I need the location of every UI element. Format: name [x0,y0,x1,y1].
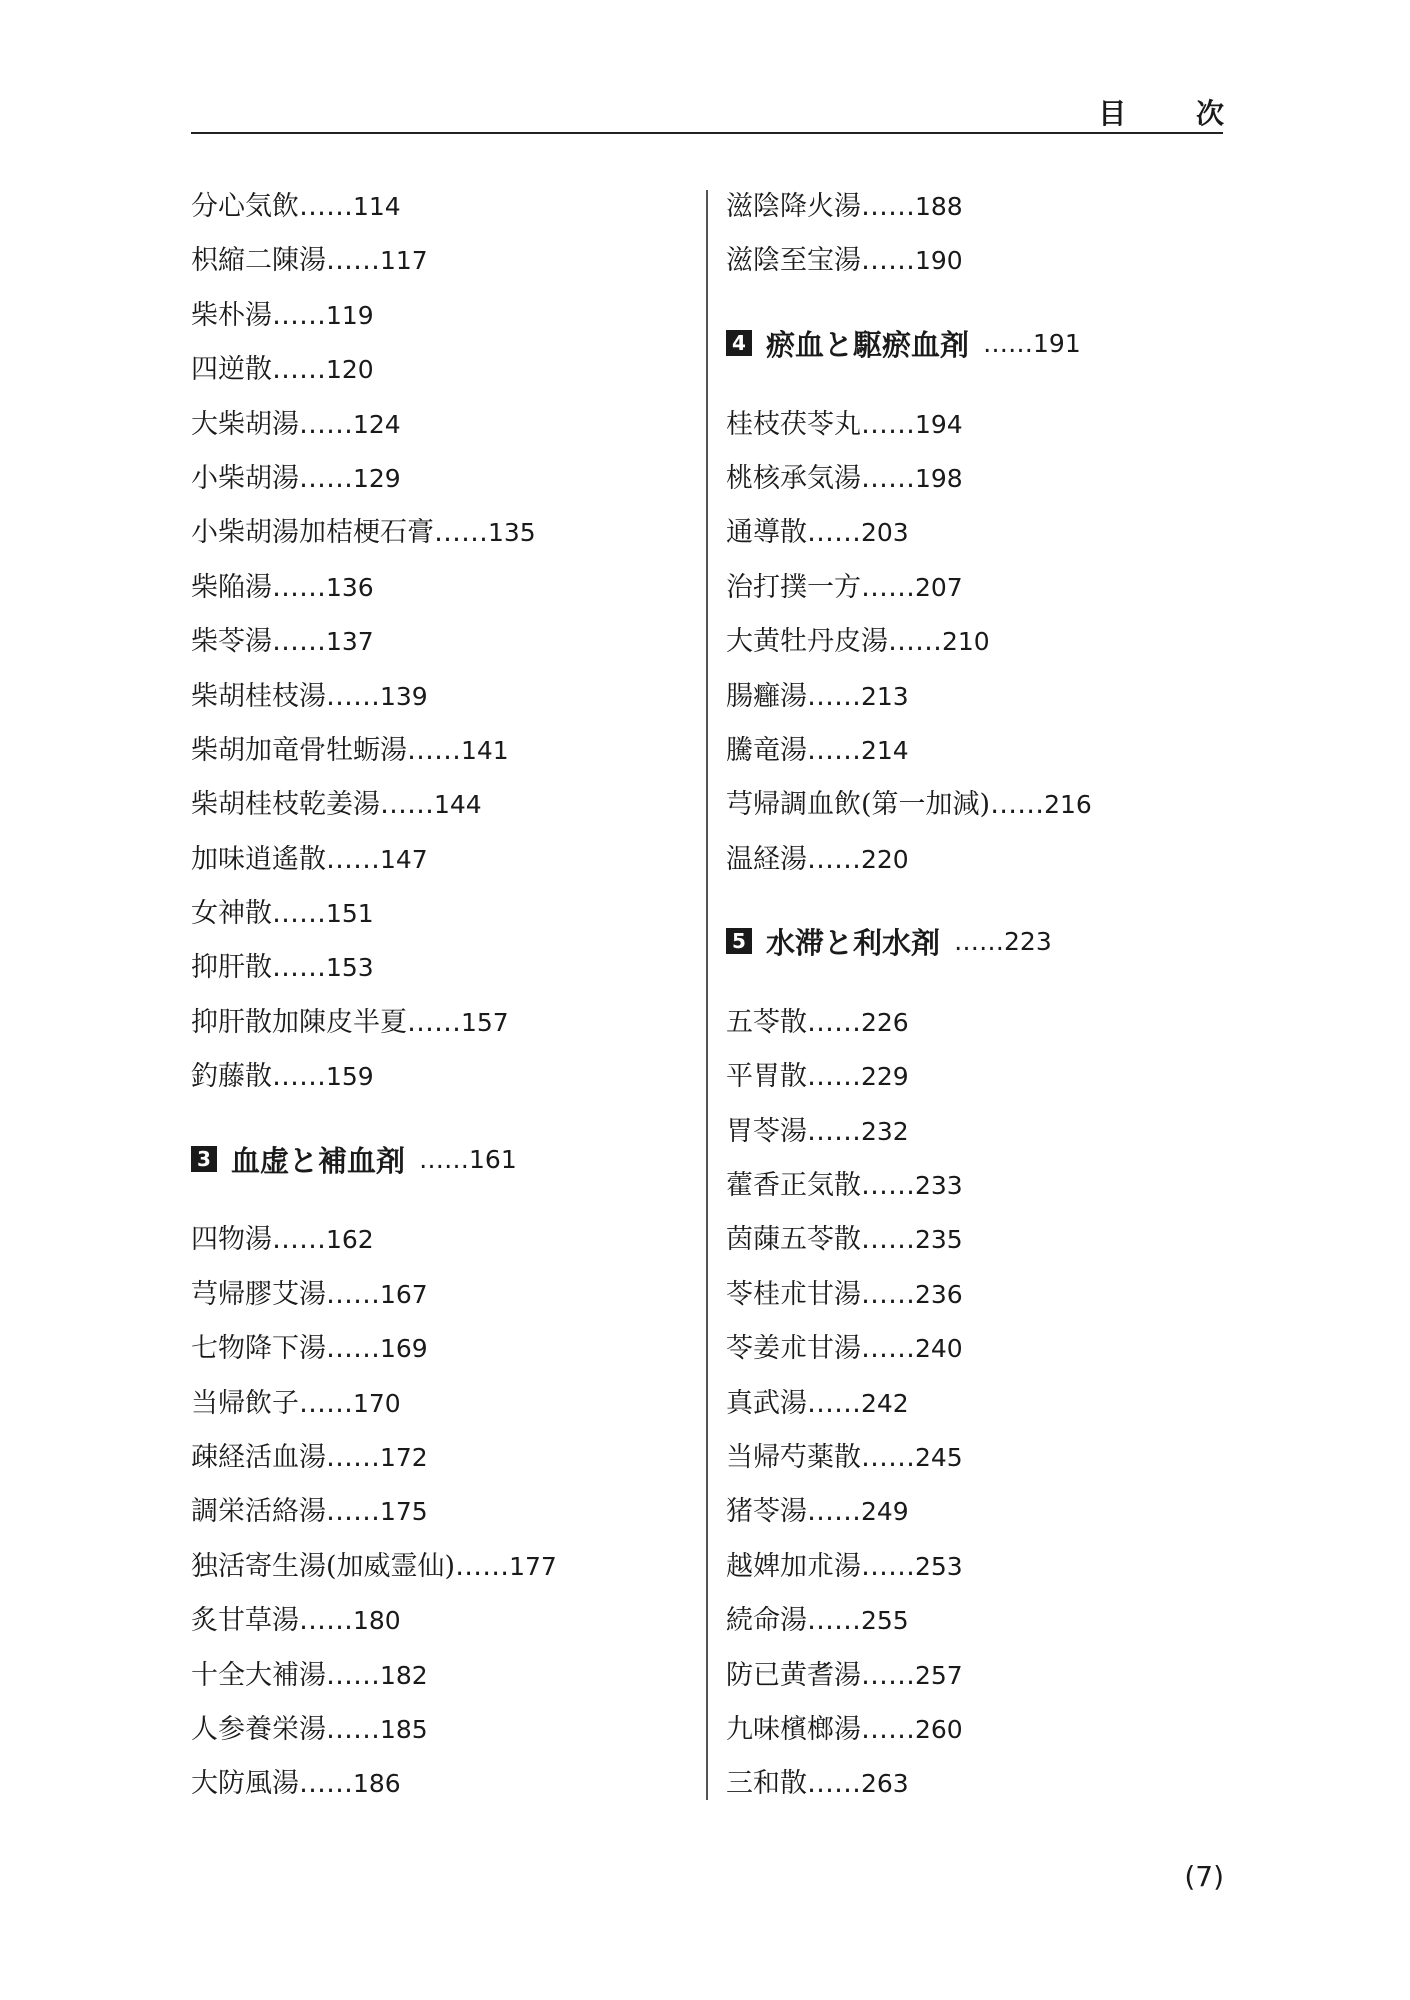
entry-title: 四物湯 [191,1224,272,1256]
section-page-number: 161 [469,1144,517,1174]
leader-dots: …… [807,734,861,766]
entry-title: 加味逍遙散 [191,843,326,875]
entry-page-number: 260 [915,1714,963,1744]
leader-dots: …… [299,1768,353,1800]
leader-dots: …… [272,1061,326,1093]
section-title: 血虚と補血剤 [231,1143,406,1178]
toc-entry [191,670,691,724]
entry-title: 七物降下湯 [191,1333,326,1365]
leader-dots: …… [861,1333,915,1365]
toc-entry [191,1594,691,1648]
toc-entry [726,1649,1226,1703]
entry-title: 独活寄生湯(加威霊仙) [191,1550,456,1582]
leader-dots: …… [861,245,915,277]
entry-title: 胃苓湯 [726,1115,807,1147]
entry-page-number: 226 [861,1007,909,1037]
toc-entry [191,996,691,1050]
toc-left-column [191,180,691,1812]
entry-page-number: 151 [326,899,374,929]
leader-dots: …… [272,354,326,386]
entry-page-number: 190 [915,246,963,276]
entry-page-number: 139 [380,681,428,711]
leader-dots: …… [807,1115,861,1147]
leader-dots: …… [326,1659,380,1691]
section-page-number: 223 [1004,926,1052,956]
entry-title: 十全大補湯 [191,1659,326,1691]
entry-title: 治打撲一方 [726,571,861,603]
toc-entry [191,887,691,941]
toc-section-heading [726,289,1226,398]
toc-entry [726,1757,1226,1811]
entry-title: 柴胡桂枝乾姜湯 [191,789,380,821]
toc-entry [191,778,691,832]
entry-page-number: 185 [380,1714,428,1744]
entry-title: 苓桂朮甘湯 [726,1278,861,1310]
entry-title: 桃核承気湯 [726,462,861,494]
entry-title: 九味檳榔湯 [726,1713,861,1745]
leader-dots: …… [326,680,380,712]
leader-dots: …… [326,1333,380,1365]
entry-title: 柴苓湯 [191,626,272,658]
entry-page-number: 124 [353,409,401,439]
toc-entry [726,1431,1226,1485]
leader-dots: …… [861,1442,915,1474]
section-title: 水滞と利水剤 [766,925,941,960]
leader-dots: …… [888,626,942,658]
toc-entry [191,941,691,995]
leader-dots: …… [807,843,861,875]
toc-entry [191,1649,691,1703]
entry-title: 当帰芍薬散 [726,1442,861,1474]
entry-title: 腸癰湯 [726,680,807,712]
entry-page-number: 210 [942,627,990,657]
entry-title: 四逆散 [191,354,272,386]
toc-entry [726,1322,1226,1376]
entry-page-number: 207 [915,572,963,602]
toc-entry [726,561,1226,615]
entry-title: 抑肝散 [191,952,272,984]
leader-dots: …… [861,1170,915,1202]
leader-dots: …… [861,1659,915,1691]
entry-title: 続命湯 [726,1605,807,1637]
leader-dots: …… [326,1713,380,1745]
entry-page-number: 153 [326,953,374,983]
leader-dots: …… [861,1224,915,1256]
entry-page-number: 120 [326,355,374,385]
entry-title: 女神散 [191,898,272,930]
entry-page-number: 135 [488,518,536,548]
toc-entry [726,234,1226,288]
leader-dots: …… [326,1278,380,1310]
entry-page-number: 232 [861,1116,909,1146]
toc-entry [726,833,1226,887]
leader-dots: …… [990,789,1045,821]
entry-page-number: 249 [861,1497,909,1527]
entry-title: 小柴胡湯 [191,462,299,494]
toc-entry [191,1703,691,1757]
entry-page-number: 194 [915,409,963,439]
leader-dots: …… [299,191,353,222]
leader-dots: …… [272,952,326,984]
entry-page-number: 170 [353,1388,401,1418]
entry-page-number: 245 [915,1443,963,1473]
entry-title: 滋陰降火湯 [726,191,861,222]
entry-page-number: 216 [1044,790,1092,820]
toc-entry [191,398,691,452]
entry-title: 滋陰至宝湯 [726,245,861,277]
leader-dots: …… [455,1550,510,1582]
leader-dots: …… [807,1768,861,1800]
entry-page-number: 257 [915,1660,963,1690]
entry-page-number: 240 [915,1334,963,1364]
leader-dots: …… [861,462,915,494]
entry-page-number: 172 [380,1443,428,1472]
toc-entry [191,1377,691,1431]
toc-entry [726,1485,1226,1539]
leader-dots: …… [326,1496,380,1528]
entry-title: 抑肝散加陳皮半夏 [191,1006,407,1038]
toc-entry [726,1703,1226,1757]
entry-page-number: 129 [353,463,401,493]
leader-dots: …… [299,408,353,440]
column-divider [706,190,708,1800]
entry-title: 当帰飲子 [191,1387,299,1419]
toc-entry [191,1485,691,1539]
entry-page-number: 198 [915,463,963,493]
entry-page-number: 235 [915,1225,963,1255]
toc-entry [726,1594,1226,1648]
leader-dots: …… [380,789,434,821]
leader-dots: …… [807,1006,861,1038]
section-number-badge: 3 [191,1146,217,1172]
leader-dots: …… [807,1496,861,1528]
toc-entry [726,398,1226,452]
entry-page-number: 167 [380,1279,428,1309]
entry-title: 大黄牡丹皮湯 [726,626,888,658]
toc-entry [726,996,1226,1050]
entry-page-number: 253 [915,1551,963,1581]
entry-title: 芎帰膠艾湯 [191,1278,326,1310]
section-title: 瘀血と駆瘀血剤 [766,327,970,362]
toc-entry [191,506,691,560]
entry-title: 大防風湯 [191,1768,299,1800]
toc-entry [726,1050,1226,1104]
toc-entry [726,1105,1226,1159]
section-page-number: 191 [1033,328,1081,358]
leader-dots: …… [861,191,915,222]
entry-title: 通導散 [726,517,807,549]
toc-entry [191,1268,691,1322]
toc-entry [726,506,1226,560]
leader-dots: …… [272,626,326,658]
leader-dots: …… [272,299,326,331]
entry-page-number: 229 [861,1062,909,1092]
entry-title: 桂枝茯苓丸 [726,408,861,440]
toc-entry [191,1050,691,1104]
entry-page-number: 214 [861,735,909,765]
entry-title: 温経湯 [726,843,807,875]
entry-page-number: 169 [380,1334,428,1364]
entry-page-number: 157 [461,1007,509,1037]
entry-title: 猪苓湯 [726,1496,807,1528]
toc-entry [726,1213,1226,1267]
leader-dots: …… [419,1144,470,1174]
toc-entry [191,833,691,887]
leader-dots: …… [299,1605,353,1637]
entry-page-number: 233 [915,1171,963,1201]
entry-title: 調栄活絡湯 [191,1496,326,1528]
entry-title: 苓姜朮甘湯 [726,1333,861,1365]
page-number: (7) [1184,1860,1224,1893]
entry-title: 枳縮二陳湯 [191,245,326,277]
entry-page-number: 255 [861,1606,909,1636]
toc-entry [726,1268,1226,1322]
toc-entry [726,180,1226,234]
entry-title: 騰竜湯 [726,734,807,766]
entry-title: 柴胡加竜骨牡蛎湯 [191,734,407,766]
entry-title: 越婢加朮湯 [726,1550,861,1582]
toc-section-heading [726,887,1226,996]
section-number-badge: 5 [726,928,752,954]
leader-dots: …… [861,1713,915,1745]
entry-title: 釣藤散 [191,1061,272,1093]
leader-dots: …… [272,571,326,603]
leader-dots: …… [407,734,461,766]
toc-entry [191,1757,691,1811]
toc-right-column [726,180,1226,1812]
toc-entry [726,1377,1226,1431]
entry-page-number: 213 [861,681,909,711]
entry-title: 人参養栄湯 [191,1713,326,1745]
leader-dots: …… [861,1550,915,1582]
leader-dots: …… [272,898,326,930]
toc-entry [726,1159,1226,1213]
entry-page-number: 144 [434,790,482,820]
leader-dots: …… [861,408,915,440]
entry-page-number: 137 [326,627,374,657]
toc-section-heading [191,1105,691,1214]
leader-dots: …… [326,245,380,277]
entry-page-number: 114 [353,192,401,221]
toc-entry [191,1322,691,1376]
leader-dots: …… [272,1224,326,1256]
entry-page-number: 136 [326,572,374,602]
entry-title: 三和散 [726,1768,807,1800]
entry-page-number: 141 [461,735,509,765]
entry-title: 五苓散 [726,1006,807,1038]
entry-title: 柴胡桂枝湯 [191,680,326,712]
entry-title: 平胃散 [726,1061,807,1093]
leader-dots: …… [807,1061,861,1093]
leader-dots: …… [407,1006,461,1038]
leader-dots: …… [326,843,380,875]
toc-entry [191,343,691,397]
toc-entry [191,452,691,506]
toc-entry [726,778,1226,832]
entry-page-number: 147 [380,844,428,874]
toc-entry [191,561,691,615]
entry-page-number: 182 [380,1660,428,1690]
leader-dots: …… [807,1387,861,1419]
toc-entry [726,1540,1226,1594]
entry-page-number: 180 [353,1606,401,1636]
entry-title: 芎帰調血飲(第一加減) [726,789,991,821]
toc-entry [191,180,691,234]
entry-page-number: 188 [915,192,963,221]
entry-page-number: 203 [861,518,909,548]
entry-title: 柴朴湯 [191,299,272,331]
entry-title: 藿香正気散 [726,1170,861,1202]
toc-entry [191,1540,691,1594]
entry-page-number: 159 [326,1062,374,1092]
toc-entry [191,289,691,343]
page-header-title: 目 次 [1098,97,1254,130]
entry-title: 茵蔯五苓散 [726,1224,861,1256]
section-number-badge: 4 [726,330,752,356]
toc-entry [726,452,1226,506]
leader-dots: …… [299,1387,353,1419]
toc-entry [191,1431,691,1485]
toc-entry [726,615,1226,669]
toc-entry [726,724,1226,778]
entry-title: 分心気飲 [191,191,299,222]
leader-dots: …… [299,462,353,494]
entry-page-number: 186 [353,1769,401,1799]
entry-page-number: 117 [380,246,428,276]
entry-title: 真武湯 [726,1387,807,1419]
entry-page-number: 119 [326,300,374,330]
leader-dots: …… [807,680,861,712]
toc-entry [726,670,1226,724]
leader-dots: …… [434,517,488,549]
entry-title: 疎経活血湯 [191,1442,326,1473]
entry-page-number: 263 [861,1769,909,1799]
entry-page-number: 236 [915,1279,963,1309]
toc-entry [191,234,691,288]
leader-dots: …… [983,328,1034,358]
entry-title: 炙甘草湯 [191,1605,299,1637]
entry-page-number: 177 [509,1551,557,1581]
leader-dots: …… [807,517,861,549]
leader-dots: …… [807,1605,861,1637]
entry-title: 柴陥湯 [191,571,272,603]
entry-page-number: 175 [380,1497,428,1527]
entry-page-number: 162 [326,1225,374,1255]
toc-entry [191,724,691,778]
entry-title: 大柴胡湯 [191,408,299,440]
toc-entry [191,1213,691,1267]
entry-page-number: 220 [861,844,909,874]
toc-entry [191,615,691,669]
leader-dots: …… [861,1278,915,1310]
entry-title: 小柴胡湯加桔梗石膏 [191,517,434,549]
leader-dots: …… [954,926,1005,956]
entry-title: 防已黄耆湯 [726,1659,861,1691]
header-rule [191,132,1223,134]
leader-dots: …… [326,1442,380,1473]
entry-page-number: 242 [861,1388,909,1418]
leader-dots: …… [861,571,915,603]
